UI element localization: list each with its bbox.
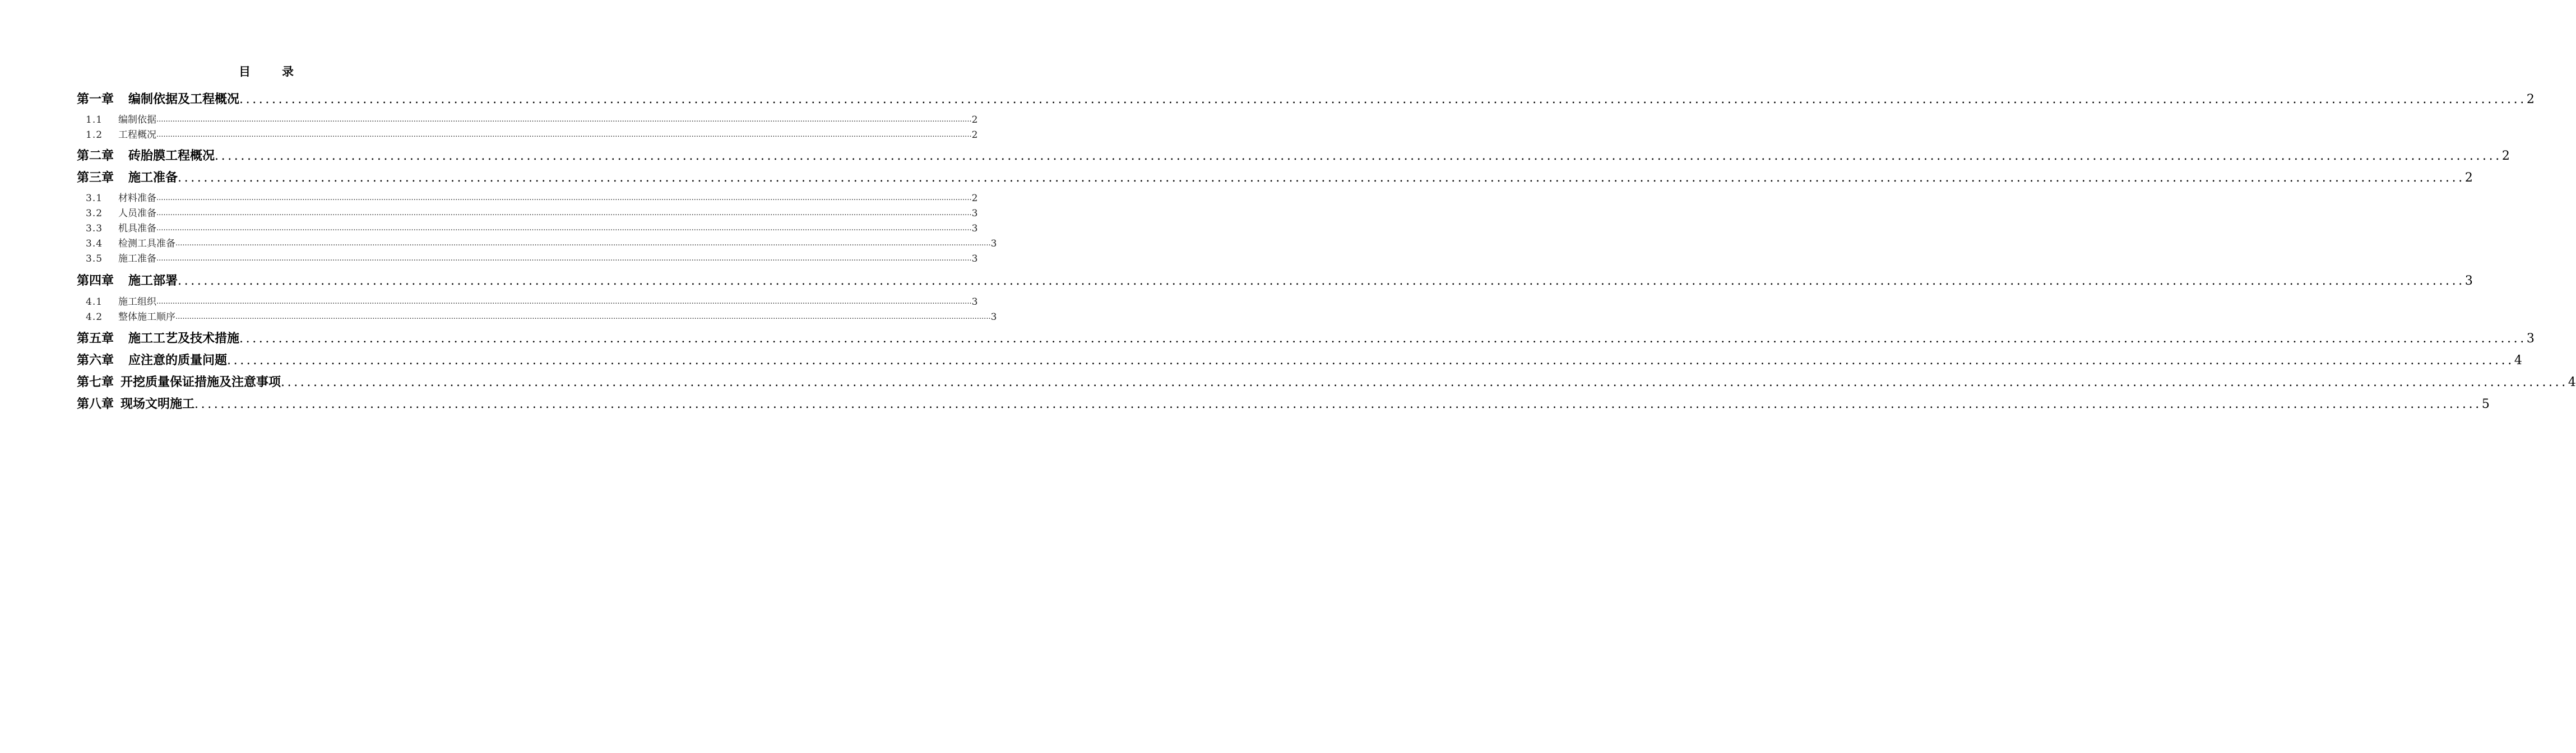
dot-leader: ................................................................................................................................................................................................................................................................................................................................................................ <box>156 254 972 263</box>
page-number: 3 <box>971 253 978 264</box>
dot-leader: ................................................................................................................................................................................................................................................................................................................................................................ <box>281 375 2568 389</box>
page-number: 4 <box>2568 375 2576 389</box>
toc-chapter-3[interactable] <box>77 170 2473 187</box>
section-number: 3.4 <box>86 238 103 249</box>
dot-leader: ................................................................................................................................................................................................................................................................................................................................................................ <box>156 224 972 233</box>
toc-section-4-2[interactable] <box>77 311 997 323</box>
chapter-number: 第四章 <box>77 274 114 288</box>
toc-chapter-6[interactable] <box>77 352 2522 369</box>
dot-leader: ................................................................................................................................................................................................................................................................................................................................................................ <box>239 332 2527 346</box>
chapter-number: 第七章 <box>77 375 114 389</box>
toc-section-3-5[interactable] <box>77 253 978 265</box>
chapter-number: 第一章 <box>77 92 114 106</box>
section-title: 施工准备 <box>118 253 156 264</box>
section-title: 编制依据 <box>118 114 156 125</box>
section-title: 检测工具准备 <box>118 238 175 249</box>
page-number: 2 <box>2501 149 2510 163</box>
dot-leader: ................................................................................................................................................................................................................................................................................................................................................................ <box>227 354 2514 368</box>
toc-title-right: 录 <box>282 64 294 78</box>
chapter-number: 第二章 <box>77 149 114 163</box>
toc-section-3-2[interactable] <box>77 207 978 220</box>
section-title: 整体施工顺序 <box>118 312 175 323</box>
section-title: 机具准备 <box>118 223 156 234</box>
toc-section-4-1[interactable] <box>77 296 978 308</box>
dot-leader: ................................................................................................................................................................................................................................................................................................................................................................ <box>175 313 991 321</box>
section-title: 人员准备 <box>118 208 156 219</box>
toc-section-1-1[interactable] <box>77 114 978 126</box>
section-title: 工程概况 <box>118 129 156 141</box>
toc-chapter-4[interactable] <box>77 273 2473 290</box>
dot-leader: ................................................................................................................................................................................................................................................................................................................................................................ <box>156 115 972 124</box>
chapter-number: 第五章 <box>77 332 114 346</box>
page-number: 5 <box>2481 397 2490 411</box>
page-number: 3 <box>990 238 997 249</box>
chapter-title: 现场文明施工 <box>121 397 195 411</box>
page-number: 2 <box>2526 92 2535 106</box>
section-number: 4.2 <box>86 312 103 323</box>
dot-leader: ................................................................................................................................................................................................................................................................................................................................................................ <box>239 92 2527 106</box>
toc-chapter-1[interactable] <box>77 91 2535 108</box>
chapter-title: 砖胎膜工程概况 <box>128 149 215 163</box>
toc-chapter-2[interactable] <box>77 148 2510 165</box>
section-number: 4.1 <box>86 296 103 308</box>
page-number: 4 <box>2514 354 2522 368</box>
page-number: 3 <box>971 296 978 308</box>
section-number: 3.1 <box>86 193 103 204</box>
dot-leader: ................................................................................................................................................................................................................................................................................................................................................................ <box>178 274 2465 288</box>
section-number: 3.3 <box>86 223 103 234</box>
toc-chapter-8[interactable] <box>77 396 2490 413</box>
toc-section-3-3[interactable] <box>77 222 978 235</box>
chapter-title: 施工准备 <box>128 171 178 185</box>
dot-leader: ................................................................................................................................................................................................................................................................................................................................................................ <box>156 194 972 202</box>
section-number: 1.1 <box>86 114 103 125</box>
dot-leader: ................................................................................................................................................................................................................................................................................................................................................................ <box>156 298 972 306</box>
dot-leader: ................................................................................................................................................................................................................................................................................................................................................................ <box>178 171 2465 185</box>
chapter-number: 第三章 <box>77 171 114 185</box>
section-title: 材料准备 <box>118 193 156 204</box>
page-number: 2 <box>971 129 978 141</box>
chapter-title: 施工工艺及技术措施 <box>128 332 240 346</box>
section-title: 施工组织 <box>118 296 156 308</box>
page-number: 3 <box>2526 332 2535 346</box>
chapter-number: 第六章 <box>77 354 114 368</box>
section-number: 3.2 <box>86 208 103 219</box>
dot-leader: ................................................................................................................................................................................................................................................................................................................................................................ <box>156 131 972 139</box>
toc-section-3-1[interactable] <box>77 192 978 204</box>
chapter-number: 第八章 <box>77 397 114 411</box>
toc-section-3-4[interactable] <box>77 238 997 250</box>
toc-chapter-5[interactable] <box>77 331 2535 347</box>
page-number: 2 <box>2464 171 2473 185</box>
section-number: 3.5 <box>86 253 103 264</box>
chapter-title: 编制依据及工程概况 <box>128 92 240 106</box>
page-number: 2 <box>971 193 978 204</box>
page-number: 3 <box>2464 274 2473 288</box>
chapter-title: 施工部署 <box>128 274 178 288</box>
section-number: 1.2 <box>86 129 103 141</box>
page-number: 3 <box>971 208 978 219</box>
dot-leader: ................................................................................................................................................................................................................................................................................................................................................................ <box>215 149 2502 163</box>
dot-leader: ................................................................................................................................................................................................................................................................................................................................................................ <box>194 397 2482 411</box>
chapter-title: 应注意的质量问题 <box>128 354 228 368</box>
page-number: 2 <box>971 114 978 125</box>
dot-leader: ................................................................................................................................................................................................................................................................................................................................................................ <box>175 239 991 248</box>
chapter-title: 开挖质量保证措施及注意事项 <box>121 375 281 389</box>
toc-chapter-7[interactable] <box>77 374 2576 391</box>
page-number: 3 <box>971 223 978 234</box>
page-number: 3 <box>990 312 997 323</box>
toc-section-1-2[interactable] <box>77 129 978 141</box>
toc-title <box>0 64 532 80</box>
toc-title-left: 目 <box>239 64 251 78</box>
dot-leader: ................................................................................................................................................................................................................................................................................................................................................................ <box>156 209 972 217</box>
